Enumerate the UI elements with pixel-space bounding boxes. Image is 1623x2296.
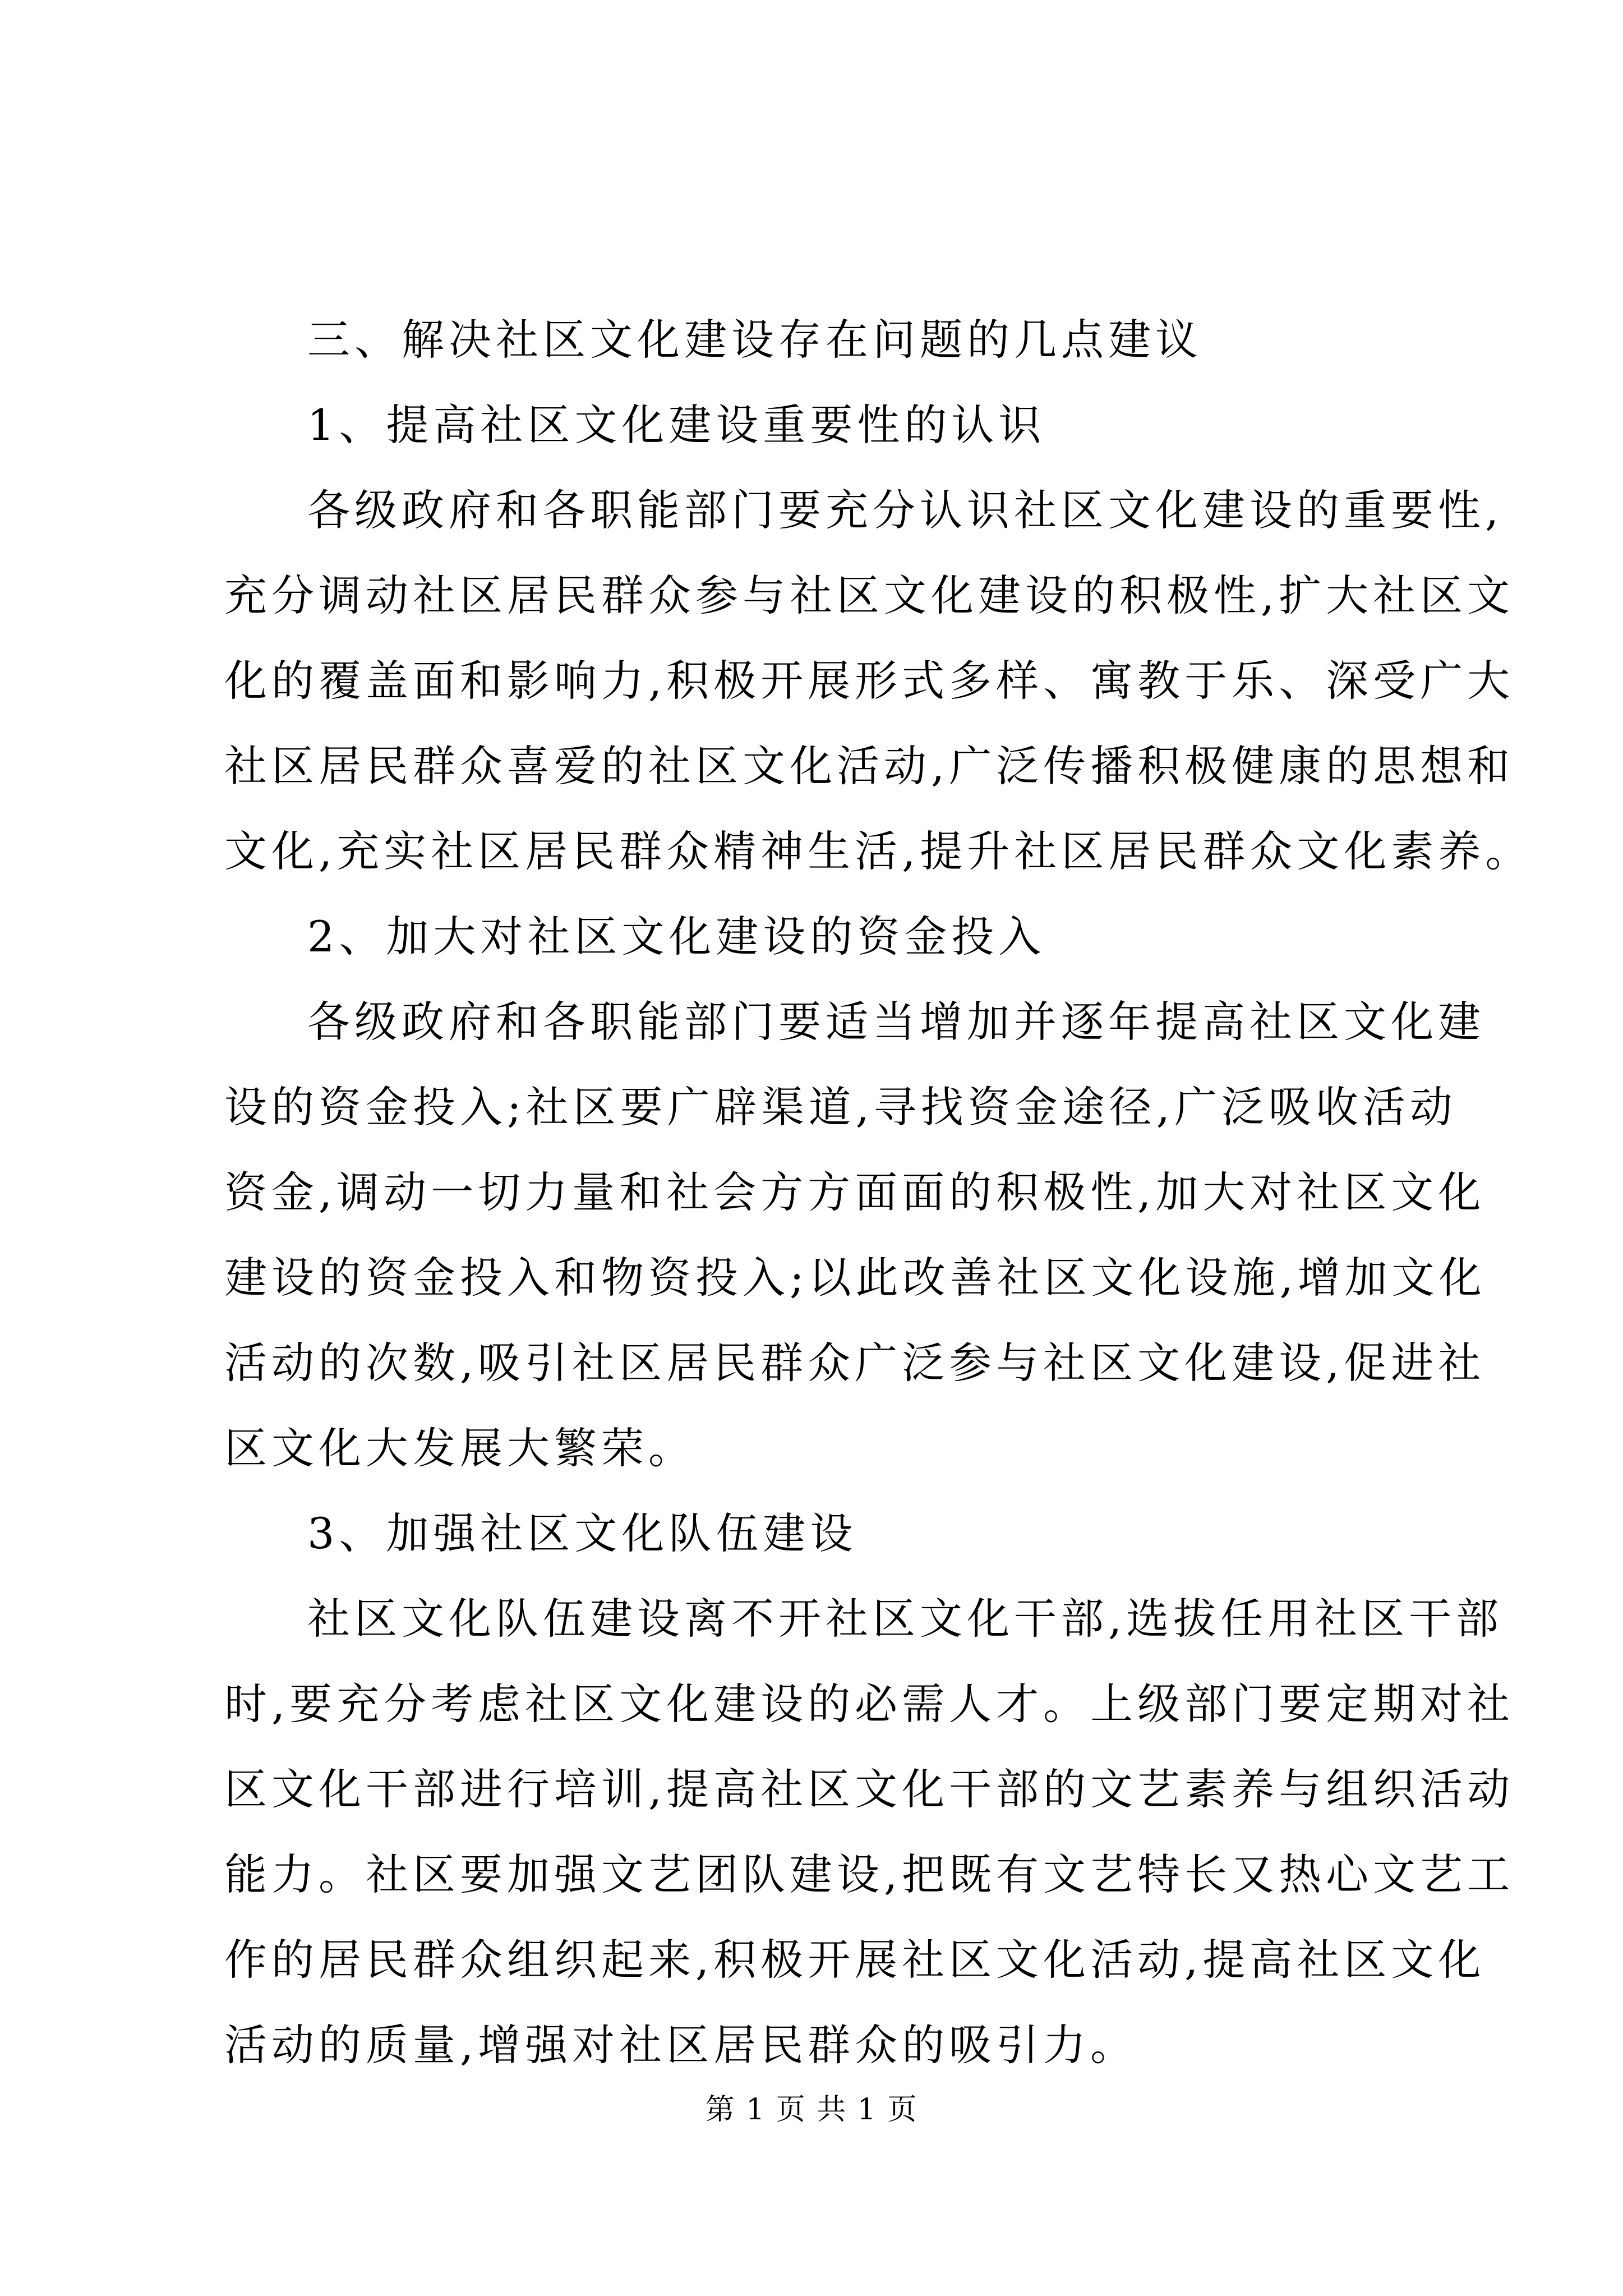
section-heading: 三、解决社区文化建设存在问题的几点建议 bbox=[307, 315, 1202, 365]
paragraph-1-line-1: 各级政府和各职能部门要充分认识社区文化建设的重要性, bbox=[307, 485, 1504, 535]
paragraph-3-line-6: 活动的质量,增强对社区居民群众的吸引力。 bbox=[224, 2020, 1138, 2070]
paragraph-3-line-1: 社区文化队伍建设离不开社区文化干部,选拔任用社区干部 bbox=[307, 1594, 1504, 1644]
paragraph-1-line-5: 文化,充实社区居民群众精神生活,提升社区居民群众文化素养。 bbox=[224, 826, 1533, 876]
subheading-3: 3、加强社区文化队伍建设 bbox=[307, 1508, 857, 1558]
paragraph-2-line-6: 区文化大发展大繁荣。 bbox=[224, 1423, 695, 1473]
paragraph-3-line-4: 能力。社区要加强文艺团队建设,把既有文艺特长又热心文艺工 bbox=[224, 1849, 1515, 1899]
paragraph-2-line-4: 建设的资金投入和物资投入;以此改善社区文化设施,增加文化 bbox=[224, 1253, 1486, 1303]
paragraph-1-line-3: 化的覆盖面和影响力,积极开展形式多样、寓教于乐、深受广大 bbox=[224, 656, 1515, 706]
paragraph-3-line-3: 区文化干部进行培训,提高社区文化干部的文艺素养与组织活动 bbox=[224, 1764, 1515, 1814]
paragraph-2-line-2: 设的资金投入;社区要广辟渠道,寻找资金途径,广泛吸收活动 bbox=[224, 1082, 1457, 1132]
paragraph-1-line-4: 社区居民群众喜爱的社区文化活动,广泛传播积极健康的思想和 bbox=[224, 741, 1515, 791]
subheading-1: 1、提高社区文化建设重要性的认识 bbox=[307, 400, 1046, 450]
paragraph-3-line-5: 作的居民群众组织起来,积极开展社区文化活动,提高社区文化 bbox=[224, 1935, 1486, 1985]
page-number-footer: 第 1 页 共 1 页 bbox=[705, 2093, 918, 2127]
paragraph-3-line-2: 时,要充分考虑社区文化建设的必需人才。上级部门要定期对社 bbox=[224, 1679, 1515, 1729]
document-body bbox=[224, 297, 1533, 2088]
paragraph-2-line-3: 资金,调动一切力量和社会方方面面的积极性,加大对社区文化 bbox=[224, 1167, 1486, 1217]
paragraph-1-line-2: 充分调动社区居民群众参与社区文化建设的积极性,扩大社区文 bbox=[224, 570, 1515, 620]
paragraph-2-line-1: 各级政府和各职能部门要适当增加并逐年提高社区文化建 bbox=[307, 997, 1485, 1047]
paragraph-2-line-5: 活动的次数,吸引社区居民群众广泛参与社区文化建设,促进社 bbox=[224, 1338, 1486, 1388]
subheading-2: 2、加大对社区文化建设的资金投入 bbox=[307, 912, 1046, 961]
